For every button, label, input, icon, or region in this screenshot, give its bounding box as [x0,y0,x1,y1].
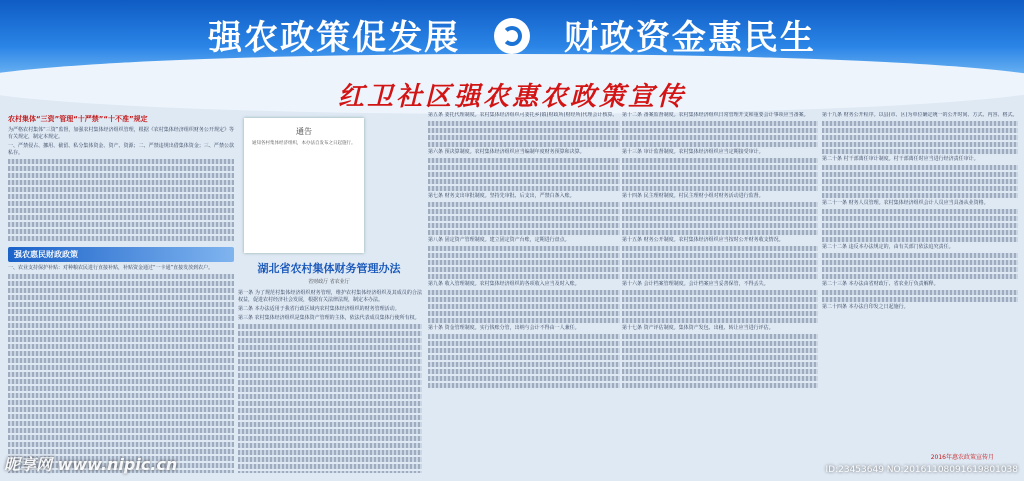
watermark-id: ID:23453649 NO:20161108091619801038 [825,465,1018,475]
text-filler [238,387,422,392]
text-filler [622,142,818,147]
regulation-rules: 一、严禁侵占、挪用、截留、私分集体资金、资产、资源；二、严禁违规出借集体资金；三、严禁公款私存。 [8,143,234,156]
text-filler [8,180,234,185]
text-filler [8,365,234,370]
text-filler [8,337,234,342]
law-article-2: 第二条 本办法适用于我省行政区域内农村集体经济组织的财务管理活动。 [238,306,400,312]
regulation-heading: 农村集体“三资”管理“十严禁”“十不准”规定 [8,115,148,123]
text-filler [238,436,422,441]
text-filler [238,338,422,343]
text-filler [622,334,818,339]
article-6: 第六条 预决算制度。农村集体经济组织应当编制年度财务预算和决算。 [428,149,585,155]
text-filler [238,408,422,413]
text-filler [428,267,620,272]
text-filler [622,135,818,140]
text-filler [622,246,818,251]
article-5: 第五条 委托代理制度。农村集体经济组织可委托乡(镇)财政所(财经所)代理会计核算。 [428,112,618,118]
text-filler [238,394,422,399]
text-filler [428,383,620,388]
text-filler [428,179,620,184]
text-filler [8,302,234,307]
text-filler [8,166,234,171]
text-filler [428,297,620,302]
text-filler [8,442,234,447]
title-right: 财政资金惠民生 [563,18,816,58]
text-filler [822,223,1018,228]
text-filler [238,429,422,434]
text-filler [8,372,234,377]
text-filler [238,443,422,448]
article-9: 第九条 收入管理制度。农村集体经济组织的各项收入应当及时入账。 [428,281,580,287]
text-filler [822,149,1018,154]
text-filler [622,209,818,214]
regulation-intro: 为严格农村集体“三资”监督，加强农村集体经济组织管理，根据《农村集体经济组织财务公开规定》等有关规定，制定本规定。 [8,127,234,140]
text-filler [428,135,620,140]
text-filler [428,186,620,191]
text-filler [8,414,234,419]
text-filler [428,128,620,133]
text-filler [428,209,620,214]
text-filler [428,355,620,360]
text-filler [428,274,620,279]
text-filler [8,421,234,426]
text-filler [8,173,234,178]
text-filler [428,369,620,374]
notice-document [244,118,364,253]
text-filler [8,281,234,286]
article-23: 第二十三条 本办法由省财政厅、省农业厅负责解释。 [822,281,939,287]
article-19: 第十九条 财务公开程序。以县(市、区)为单位确定统一的公开时间、方式、内容、格式。 [822,112,1018,118]
text-filler [622,348,818,353]
text-filler [428,142,620,147]
text-filler [428,121,620,126]
law-article-3: 第三条 农村集体经济组织是集体资产管理的主体，依法代表成员集体行使所有权。 [238,315,420,321]
text-filler [622,128,818,133]
subtitle: 红卫社区强农惠农政策宣传 [337,82,686,112]
text-filler [238,345,422,350]
text-filler [622,186,818,191]
text-filler [622,290,818,295]
text-filler [8,295,234,300]
article-14: 第十四条 民主理财制度。村民主理财小组对财务活动进行监督。 [622,193,764,199]
text-filler [822,253,1018,258]
text-filler [8,316,234,321]
text-filler [622,230,818,235]
text-filler [8,274,234,279]
text-filler [622,376,818,381]
text-filler [822,135,1018,140]
text-filler [822,297,1018,302]
text-filler [822,179,1018,184]
text-filler [428,165,620,170]
header-banner [0,0,1024,84]
text-filler [822,165,1018,170]
watermark-logo: 昵享网 www.nipic.cn [4,455,178,474]
text-filler [8,344,234,349]
text-filler [622,267,818,272]
text-filler [622,369,818,374]
text-filler [622,216,818,221]
text-filler [428,348,620,353]
text-filler [428,311,620,316]
text-filler [622,341,818,346]
text-filler [822,230,1018,235]
column-articles-a [428,112,620,473]
text-filler [8,288,234,293]
column-regulations [8,112,234,473]
article-7: 第七条 财务支出审批制度。坚持先审批、后支出，严禁白条入账。 [428,193,575,199]
text-filler [822,128,1018,133]
text-filler [822,209,1018,214]
text-filler [8,323,234,328]
text-filler [622,311,818,316]
text-filler [8,194,234,199]
law-title: 湖北省农村集体财务管理办法 [257,262,401,275]
text-filler [8,309,234,314]
text-filler [822,267,1018,272]
text-filler [238,380,422,385]
text-filler [428,246,620,251]
text-filler [238,401,422,406]
text-filler [822,121,1018,126]
text-filler [8,215,234,220]
text-filler [238,422,422,427]
column-law [234,112,424,473]
law-body [238,290,422,473]
text-filler [622,223,818,228]
notice-text: 通知各村集体经济组织，本办法自发布之日起施行。 [252,141,356,146]
text-filler [8,428,234,433]
text-filler [8,393,234,398]
text-filler [8,330,234,335]
article-21: 第二十一条 财务人员管理。农村集体经济组织会计人员应当具备从业资格。 [822,200,989,206]
text-filler [8,407,234,412]
text-filler [822,142,1018,147]
article-17: 第十七条 资产评估制度。集体资产发包、出租、转让应当进行评估。 [622,325,774,331]
text-filler [8,358,234,363]
text-filler [8,236,234,241]
text-filler [622,179,818,184]
text-filler [622,355,818,360]
column-articles-b [622,112,818,473]
text-filler [238,373,422,378]
text-filler [8,435,234,440]
text-filler [428,172,620,177]
text-filler [822,237,1018,242]
text-filler [428,334,620,339]
text-filler [8,386,234,391]
text-filler [8,187,234,192]
text-filler [622,253,818,258]
article-10: 第十条 资金管理制度。实行钱账分管，出纳与会计不得由一人兼任。 [428,325,580,331]
text-filler [428,230,620,235]
text-filler [622,274,818,279]
text-filler [622,362,818,367]
text-filler [8,222,234,227]
text-filler [8,400,234,405]
text-filler [822,193,1018,198]
article-16: 第十六条 会计档案管理制度。会计档案应当妥善保管，不得丢失。 [622,281,769,287]
article-20: 第二十条 村干部离任审计制度。村干部离任时应当进行经济责任审计。 [822,156,979,162]
policy-section-heading: 强农惠民财政政策 [8,247,234,262]
text-filler [428,341,620,346]
text-filler [428,216,620,221]
column-articles-c [822,112,1018,473]
text-filler [622,304,818,309]
text-filler [8,159,234,164]
text-filler [238,359,422,364]
text-filler [8,379,234,384]
text-filler [238,471,422,473]
text-filler [8,351,234,356]
notice-title: 通告 [296,127,312,136]
text-filler [622,158,818,163]
text-filler [428,202,620,207]
text-filler [822,260,1018,265]
text-filler [428,290,620,295]
text-filler [238,366,422,371]
text-filler [238,464,422,469]
text-filler [8,201,234,206]
text-filler [238,457,422,462]
footer-note: 2016年惠农政策宣传月 [930,454,994,461]
text-filler [428,223,620,228]
article-24: 第二十四条 本办法自印发之日起施行。 [822,304,909,310]
main-title [0,10,1024,59]
law-article-1: 第一条 为了规范村集体经济组织财务管理，维护农村集体经济组织及其成员的合法权益，促进农村经济社会发展，根据有关法律法规，制定本办法。 [238,290,422,303]
text-filler [238,324,422,329]
text-filler [622,260,818,265]
text-filler [238,331,422,336]
text-filler [622,172,818,177]
text-filler [428,318,620,323]
text-filler [8,208,234,213]
text-filler [622,202,818,207]
text-filler [428,304,620,309]
text-filler [822,186,1018,191]
text-filler [822,290,1018,295]
text-filler [622,297,818,302]
agriculture-logo-icon [494,18,530,54]
article-13: 第十三条 审计监督制度。农村集体经济组织应当定期接受审计。 [622,149,764,155]
text-filler [822,274,1018,279]
article-8: 第八条 固定资产管理制度。建立固定资产台账，定期进行盘点。 [428,237,570,243]
text-filler [622,121,818,126]
text-filler [822,172,1018,177]
law-issuers: 省财政厅 省农业厅 [308,279,350,285]
text-filler [428,362,620,367]
text-filler [622,165,818,170]
text-filler [238,450,422,455]
text-filler [238,415,422,420]
text-filler [622,383,818,388]
text-filler [238,352,422,357]
text-filler [428,253,620,258]
text-filler [8,229,234,234]
text-filler [428,260,620,265]
text-filler [428,158,620,163]
text-filler [822,216,1018,221]
text-filler [622,318,818,323]
article-15: 第十五条 财务公开制度。农村集体经济组织应当按时公开财务收支情况。 [622,237,784,243]
article-12: 第十二条 备案监督制度。农村集体经济组织日常管理开支和重要会计事项应当备案。 [622,112,809,118]
text-filler [428,376,620,381]
title-left: 强农政策促发展 [208,18,461,58]
policy-text: 一、农业支持保护补贴：对种粮农民进行直接补贴，补贴资金通过“一卡通”直接发放到农户。 [8,265,214,271]
article-22: 第二十二条 违反本办法规定的，由有关部门依法追究责任。 [822,244,954,250]
